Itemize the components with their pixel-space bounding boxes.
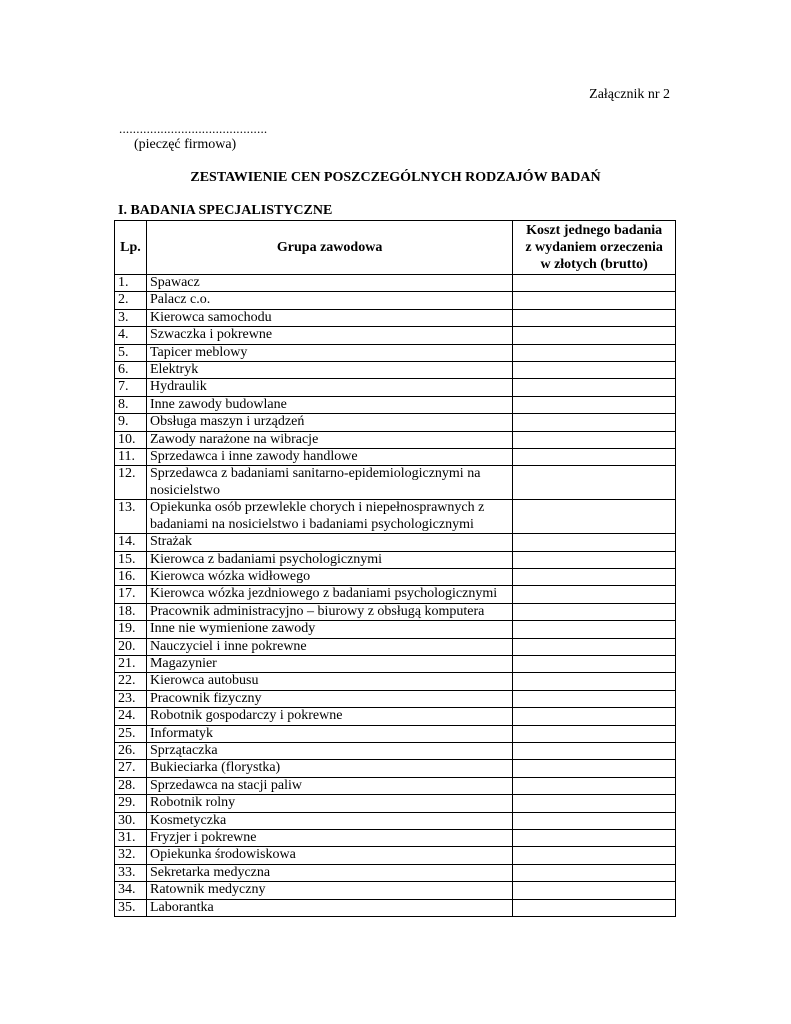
row-number: 32. [115, 847, 147, 864]
row-number: 22. [115, 673, 147, 690]
row-number: 5. [115, 344, 147, 361]
row-cost-cell[interactable] [513, 500, 676, 534]
table-row [115, 466, 676, 500]
table-row [115, 795, 676, 812]
row-occupation: Robotnik rolny [146, 795, 512, 812]
row-number: 19. [115, 621, 147, 638]
row-number: 13. [115, 500, 147, 534]
stamp-label: (pieczęć firmowa) [134, 137, 237, 152]
row-cost-cell[interactable] [513, 882, 676, 899]
row-cost-cell[interactable] [513, 690, 676, 707]
row-number: 35. [115, 899, 147, 916]
row-cost-cell[interactable] [513, 344, 676, 361]
row-cost-cell[interactable] [513, 760, 676, 777]
row-number: 25. [115, 725, 147, 742]
row-number: 11. [115, 449, 147, 466]
row-cost-cell[interactable] [513, 830, 676, 847]
row-occupation: Bukieciarka (florystka) [146, 760, 512, 777]
table-row [115, 449, 676, 466]
row-cost-cell[interactable] [513, 362, 676, 379]
table-row [115, 500, 676, 534]
row-cost-cell[interactable] [513, 899, 676, 916]
table-row [115, 327, 676, 344]
table-header-row [115, 221, 676, 275]
row-occupation: Kierowca z badaniami psychologicznymi [146, 551, 512, 568]
row-occupation: Informatyk [146, 725, 512, 742]
row-occupation: Sprzedawca i inne zawody handlowe [146, 449, 512, 466]
row-cost-cell[interactable] [513, 449, 676, 466]
row-occupation: Obsługa maszyn i urządzeń [146, 414, 512, 431]
row-number: 10. [115, 431, 147, 448]
row-number: 27. [115, 760, 147, 777]
row-occupation: Spawacz [146, 275, 512, 292]
row-occupation: Sprzątaczka [146, 742, 512, 759]
table-row [115, 708, 676, 725]
row-number: 7. [115, 379, 147, 396]
table-row [115, 742, 676, 759]
row-cost-cell[interactable] [513, 638, 676, 655]
header-group: Grupa zawodowa [146, 221, 512, 275]
row-occupation: Zawody narażone na wibracje [146, 431, 512, 448]
table-row [115, 882, 676, 899]
header-cost-line1: Koszt jednego badania [526, 223, 663, 238]
row-occupation: Szwaczka i pokrewne [146, 327, 512, 344]
row-occupation: Inne zawody budowlane [146, 396, 512, 413]
stamp-dotted-line: ........................................... [119, 121, 268, 136]
table-row [115, 725, 676, 742]
table-row [115, 551, 676, 568]
row-cost-cell[interactable] [513, 292, 676, 309]
row-cost-cell[interactable] [513, 742, 676, 759]
row-cost-cell[interactable] [513, 621, 676, 638]
row-number: 3. [115, 309, 147, 326]
price-table [114, 220, 676, 917]
table-row [115, 690, 676, 707]
table-row [115, 830, 676, 847]
table-row [115, 760, 676, 777]
row-number: 33. [115, 864, 147, 881]
row-cost-cell[interactable] [513, 551, 676, 568]
table-row [115, 414, 676, 431]
table-row [115, 534, 676, 551]
row-cost-cell[interactable] [513, 725, 676, 742]
header-cost-line3: w złotych (brutto) [540, 257, 648, 272]
document-title: ZESTAWIENIE CEN POSZCZEGÓLNYCH RODZAJÓW BADAŃ [190, 170, 601, 185]
row-cost-cell[interactable] [513, 568, 676, 585]
section-title: I. BADANIA SPECJALISTYCZNE [118, 203, 333, 218]
row-cost-cell[interactable] [513, 431, 676, 448]
row-cost-cell[interactable] [513, 603, 676, 620]
row-occupation: Palacz c.o. [146, 292, 512, 309]
row-occupation: Hydraulik [146, 379, 512, 396]
row-occupation: Sprzedawca na stacji paliw [146, 777, 512, 794]
table-row [115, 864, 676, 881]
row-number: 20. [115, 638, 147, 655]
row-occupation: Strażak [146, 534, 512, 551]
row-number: 8. [115, 396, 147, 413]
row-number: 30. [115, 812, 147, 829]
row-number: 18. [115, 603, 147, 620]
row-number: 16. [115, 568, 147, 585]
table-row [115, 777, 676, 794]
row-number: 23. [115, 690, 147, 707]
row-cost-cell[interactable] [513, 673, 676, 690]
table-row [115, 655, 676, 672]
row-cost-cell[interactable] [513, 396, 676, 413]
table-row [115, 309, 676, 326]
row-occupation: Kierowca samochodu [146, 309, 512, 326]
header-cost-line2: z wydaniem orzeczenia [525, 240, 663, 255]
header-cost [513, 221, 676, 275]
row-number: 21. [115, 655, 147, 672]
row-number: 2. [115, 292, 147, 309]
row-occupation: Sprzedawca z badaniami sanitarno-epidemiologicznymi na nosicielstwo [146, 466, 512, 500]
table-row [115, 396, 676, 413]
row-cost-cell[interactable] [513, 534, 676, 551]
table-row [115, 603, 676, 620]
row-cost-cell[interactable] [513, 379, 676, 396]
row-cost-cell[interactable] [513, 414, 676, 431]
row-occupation: Pracownik administracyjno – biurowy z obsługą komputera [146, 603, 512, 620]
table-row [115, 568, 676, 585]
row-occupation: Kierowca wózka jezdniowego z badaniami psychologicznymi [146, 586, 512, 603]
table-row [115, 379, 676, 396]
row-number: 12. [115, 466, 147, 500]
row-occupation: Ratownik medyczny [146, 882, 512, 899]
row-number: 6. [115, 362, 147, 379]
table-row [115, 344, 676, 361]
annex-label: Załącznik nr 2 [589, 87, 670, 102]
row-cost-cell[interactable] [513, 812, 676, 829]
row-number: 24. [115, 708, 147, 725]
table-row [115, 586, 676, 603]
row-occupation: Nauczyciel i inne pokrewne [146, 638, 512, 655]
table-row [115, 292, 676, 309]
row-number: 1. [115, 275, 147, 292]
table-row [115, 847, 676, 864]
table-row [115, 812, 676, 829]
table-row [115, 275, 676, 292]
row-number: 14. [115, 534, 147, 551]
row-occupation: Elektryk [146, 362, 512, 379]
row-cost-cell[interactable] [513, 275, 676, 292]
row-number: 29. [115, 795, 147, 812]
header-lp: Lp. [115, 221, 147, 275]
row-cost-cell[interactable] [513, 327, 676, 344]
row-cost-cell[interactable] [513, 847, 676, 864]
row-occupation: Kierowca wózka widłowego [146, 568, 512, 585]
row-cost-cell[interactable] [513, 466, 676, 500]
row-cost-cell[interactable] [513, 777, 676, 794]
row-cost-cell[interactable] [513, 655, 676, 672]
row-number: 9. [115, 414, 147, 431]
table-row [115, 431, 676, 448]
row-cost-cell[interactable] [513, 586, 676, 603]
row-number: 31. [115, 830, 147, 847]
table-row [115, 673, 676, 690]
table-row [115, 362, 676, 379]
row-occupation: Kierowca autobusu [146, 673, 512, 690]
row-occupation: Magazynier [146, 655, 512, 672]
row-number: 15. [115, 551, 147, 568]
row-cost-cell[interactable] [513, 864, 676, 881]
row-cost-cell[interactable] [513, 309, 676, 326]
row-number: 17. [115, 586, 147, 603]
row-occupation: Kosmetyczka [146, 812, 512, 829]
row-occupation: Opiekunka środowiskowa [146, 847, 512, 864]
table-row [115, 621, 676, 638]
row-number: 26. [115, 742, 147, 759]
row-occupation: Robotnik gospodarczy i pokrewne [146, 708, 512, 725]
row-occupation: Tapicer meblowy [146, 344, 512, 361]
row-occupation: Pracownik fizyczny [146, 690, 512, 707]
table-row [115, 638, 676, 655]
row-number: 34. [115, 882, 147, 899]
row-number: 28. [115, 777, 147, 794]
table-row [115, 899, 676, 916]
row-occupation: Inne nie wymienione zawody [146, 621, 512, 638]
row-occupation: Opiekunka osób przewlekle chorych i niepełnosprawnych z badaniami na nosicielstwo i badaniami psychologicznymi [146, 500, 512, 534]
row-cost-cell[interactable] [513, 795, 676, 812]
row-occupation: Fryzjer i pokrewne [146, 830, 512, 847]
row-occupation: Sekretarka medyczna [146, 864, 512, 881]
row-occupation: Laborantka [146, 899, 512, 916]
row-number: 4. [115, 327, 147, 344]
row-cost-cell[interactable] [513, 708, 676, 725]
